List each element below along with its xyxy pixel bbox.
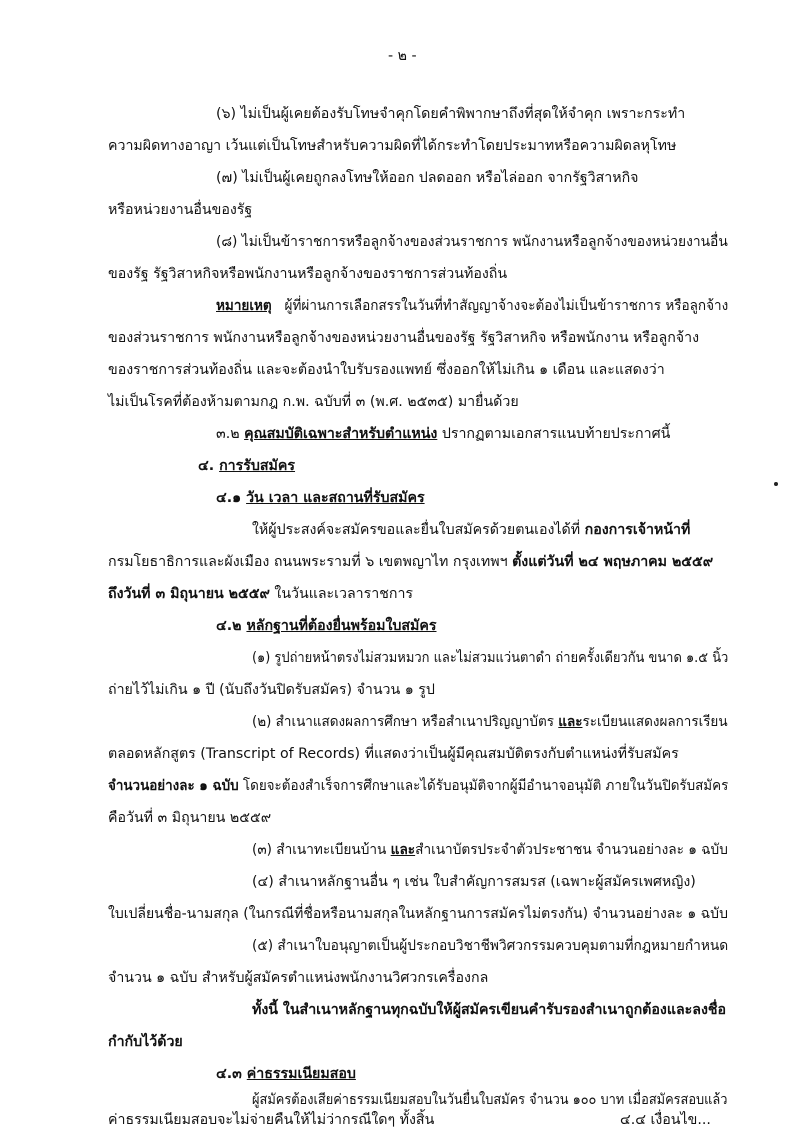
section-3-2-number: ๓.๒ (216, 426, 240, 442)
section-4-number: ๔. (198, 458, 215, 474)
fee-line-1: ผู้สมัครต้องเสียค่าธรรมเนียมสอบในวันยื่นใบสมัคร จำนวน ๑๐๐ บาท เมื่อสมัครสอบแล้ว (252, 1092, 728, 1108)
apply-address: กรมโยธาธิการและผังเมือง ถนนพระรามที่ ๖ เขตพญาไท กรุงเทพฯ (108, 554, 508, 570)
doc-3-text-a: (๓) สำเนาทะเบียนบ้าน (252, 842, 387, 858)
doc-4-line-2: ใบเปลี่ยนชื่อ-นามสกุล (ในกรณีที่ชื่อหรือนามสกุลในหลักฐานการสมัครไม่ตรงกัน) จำนวนอย่างละ ๑ ฉบับ (108, 906, 728, 922)
apply-start-date: ตั้งแต่วันที่ ๒๔ พฤษภาคม ๒๕๕๙ (512, 554, 714, 570)
doc-2-and: และ (558, 714, 583, 730)
note-text: ผู้ที่ผ่านการเลือกสรรในวันที่ทำสัญญาจ้างจะต้องไม่เป็นข้าราชการ หรือลูกจ้าง (284, 298, 729, 314)
section-3-2-heading (216, 424, 670, 444)
apply-office: กองการเจ้าหน้าที่ (584, 522, 691, 538)
doc-3-line-1 (252, 840, 728, 860)
doc-1-line-1: (๑) รูปถ่ายหน้าตรงไม่สวมหมวก และไม่สวมแว่นตาดำ ถ่ายครั้งเดียวกัน ขนาด ๑.๕ นิ้ว (252, 650, 729, 666)
continuation-note: ๔.๔ เงื่อนไข... (620, 1112, 711, 1128)
doc-5-line-1: (๕) สำเนาใบอนุญาตเป็นผู้ประกอบวิชาชีพวิศวกรรมควบคุมตามที่กฎหมายกำหนด (252, 938, 729, 954)
fee-line-2: ค่าธรรมเนียมสอบจะไม่จ่ายคืนให้ไม่ว่ากรณีใดๆ ทั้งสิ้น (108, 1112, 435, 1128)
apply-hours: ในวันและเวลาราชการ (274, 586, 414, 602)
doc-2-text-a: (๒) สำเนาแสดงผลการศึกษา หรือสำเนาปริญญาบัตร (252, 714, 554, 730)
certify-line-1: ทั้งนี้ ในสำเนาหลักฐานทุกฉบับให้ผู้สมัครเขียนคำรับรองสำเนาถูกต้องและลงชื่อ (252, 1002, 727, 1018)
section-4-3-heading (216, 1064, 356, 1084)
section-4-1-title: วัน เวลา และสถานที่รับสมัคร (246, 490, 425, 506)
doc-2-count: จำนวนอย่างละ ๑ ฉบับ (108, 778, 239, 794)
clause-7-line-1: (๗) ไม่เป็นผู้เคยถูกลงโทษให้ออก ปลดออก หรือไล่ออก จากรัฐวิสาหกิจ (216, 170, 639, 186)
apply-end-date: ถึงวันที่ ๓ มิถุนายน ๒๕๕๙ (108, 586, 270, 602)
section-4-2-heading (216, 616, 437, 636)
doc-2-line-4: คือวันที่ ๓ มิถุนายน ๒๕๕๙ (108, 810, 272, 826)
section-4-3-title: ค่าธรรมเนียมสอบ (246, 1066, 356, 1082)
section-4-title: การรับสมัคร (219, 458, 296, 474)
clause-6-line-1: (๖) ไม่เป็นผู้เคยต้องรับโทษจำคุกโดยคำพิพากษาถึงที่สุดให้จำคุก เพราะกระทำ (216, 106, 686, 122)
doc-2-line-2: ตลอดหลักสูตร (Transcript of Records) ที่แสดงว่าเป็นผู้มีคุณสมบัติตรงกับตำแหน่งที่รับสมัคร (108, 746, 679, 762)
scan-dot (774, 482, 778, 486)
note-label: หมายเหตุ (216, 298, 272, 314)
note-line-1 (216, 296, 728, 316)
clause-6-line-2: ความผิดทางอาญา เว้นแต่เป็นโทษสำหรับความผิดที่ได้กระทำโดยประมาทหรือความผิดลหุโทษ (108, 138, 677, 154)
clause-8-line-2: ของรัฐ รัฐวิสาหกิจหรือพนักงานหรือลูกจ้างของราชการส่วนท้องถิ่น (108, 266, 508, 282)
section-3-2-title: คุณสมบัติเฉพาะสำหรับตำแหน่ง (244, 426, 438, 442)
section-4-1-heading (216, 488, 425, 508)
section-4-2-number: ๔.๒ (216, 618, 242, 634)
doc-1-line-2: ถ่ายไว้ไม่เกิน ๑ ปี (นับถึงวันปิดรับสมัคร) จำนวน ๑ รูป (108, 682, 435, 698)
section-4-1-line-3 (108, 584, 413, 604)
doc-5-line-2: จำนวน ๑ ฉบับ สำหรับผู้สมัครตำแหน่งพนักงานวิศวกรเครื่องกล (108, 970, 489, 986)
clause-7-line-2: หรือหน่วยงานอื่นของรัฐ (108, 202, 253, 218)
doc-3-and: และ (390, 842, 416, 858)
doc-2-line-1 (252, 712, 728, 732)
section-3-2-text: ปรากฏตามเอกสารแนบท้ายประกาศนี้ (441, 426, 671, 442)
section-4-1-number: ๔.๑ (216, 490, 242, 506)
section-4-1-line-1 (252, 520, 690, 540)
section-4-heading (198, 456, 295, 476)
certify-line-2: กำกับไว้ด้วย (108, 1034, 183, 1050)
clause-8-line-1: (๘) ไม่เป็นข้าราชการหรือลูกจ้างของส่วนราชการ พนักงานหรือลูกจ้างของหน่วยงานอื่น (216, 234, 728, 250)
doc-2-text-b: ระเบียนแสดงผลการเรียน (582, 714, 728, 730)
section-4-3-number: ๔.๓ (216, 1066, 242, 1082)
page-number: - ๒ - (388, 48, 417, 64)
doc-2-line-3 (108, 776, 728, 796)
note-line-4: ไม่เป็นโรคที่ต้องห้ามตามกฎ ก.พ. ฉบับที่ ๓ (พ.ศ. ๒๕๓๕) มายื่นด้วย (108, 394, 519, 410)
section-4-1-line-2 (108, 552, 713, 572)
doc-2-condition: โดยจะต้องสำเร็จการศึกษาและได้รับอนุมัติจากผู้มีอำนาจอนุมัติ ภายในวันปิดรับสมัคร (242, 778, 729, 794)
doc-3-text-b: สำเนาบัตรประจำตัวประชาชน จำนวนอย่างละ ๑ ฉบับ (415, 842, 728, 858)
note-line-2: ของส่วนราชการ พนักงานหรือลูกจ้างของหน่วยงานอื่นของรัฐ รัฐวิสาหกิจ หรือพนักงาน หรือลูกจ้าง (108, 330, 700, 346)
note-line-3: ของราชการส่วนท้องถิ่น และจะต้องนำใบรับรองแพทย์ ซึ่งออกให้ไม่เกิน ๑ เดือน และแสดงว่า (108, 362, 665, 378)
doc-4-line-1: (๔) สำเนาหลักฐานอื่น ๆ เช่น ใบสำคัญการสมรส (เฉพาะผู้สมัครเพศหญิง) (252, 874, 696, 890)
section-4-2-title: หลักฐานที่ต้องยื่นพร้อมใบสมัคร (246, 618, 437, 634)
apply-text: ให้ผู้ประสงค์จะสมัครขอและยื่นใบสมัครด้วยตนเองได้ที่ (252, 522, 581, 538)
